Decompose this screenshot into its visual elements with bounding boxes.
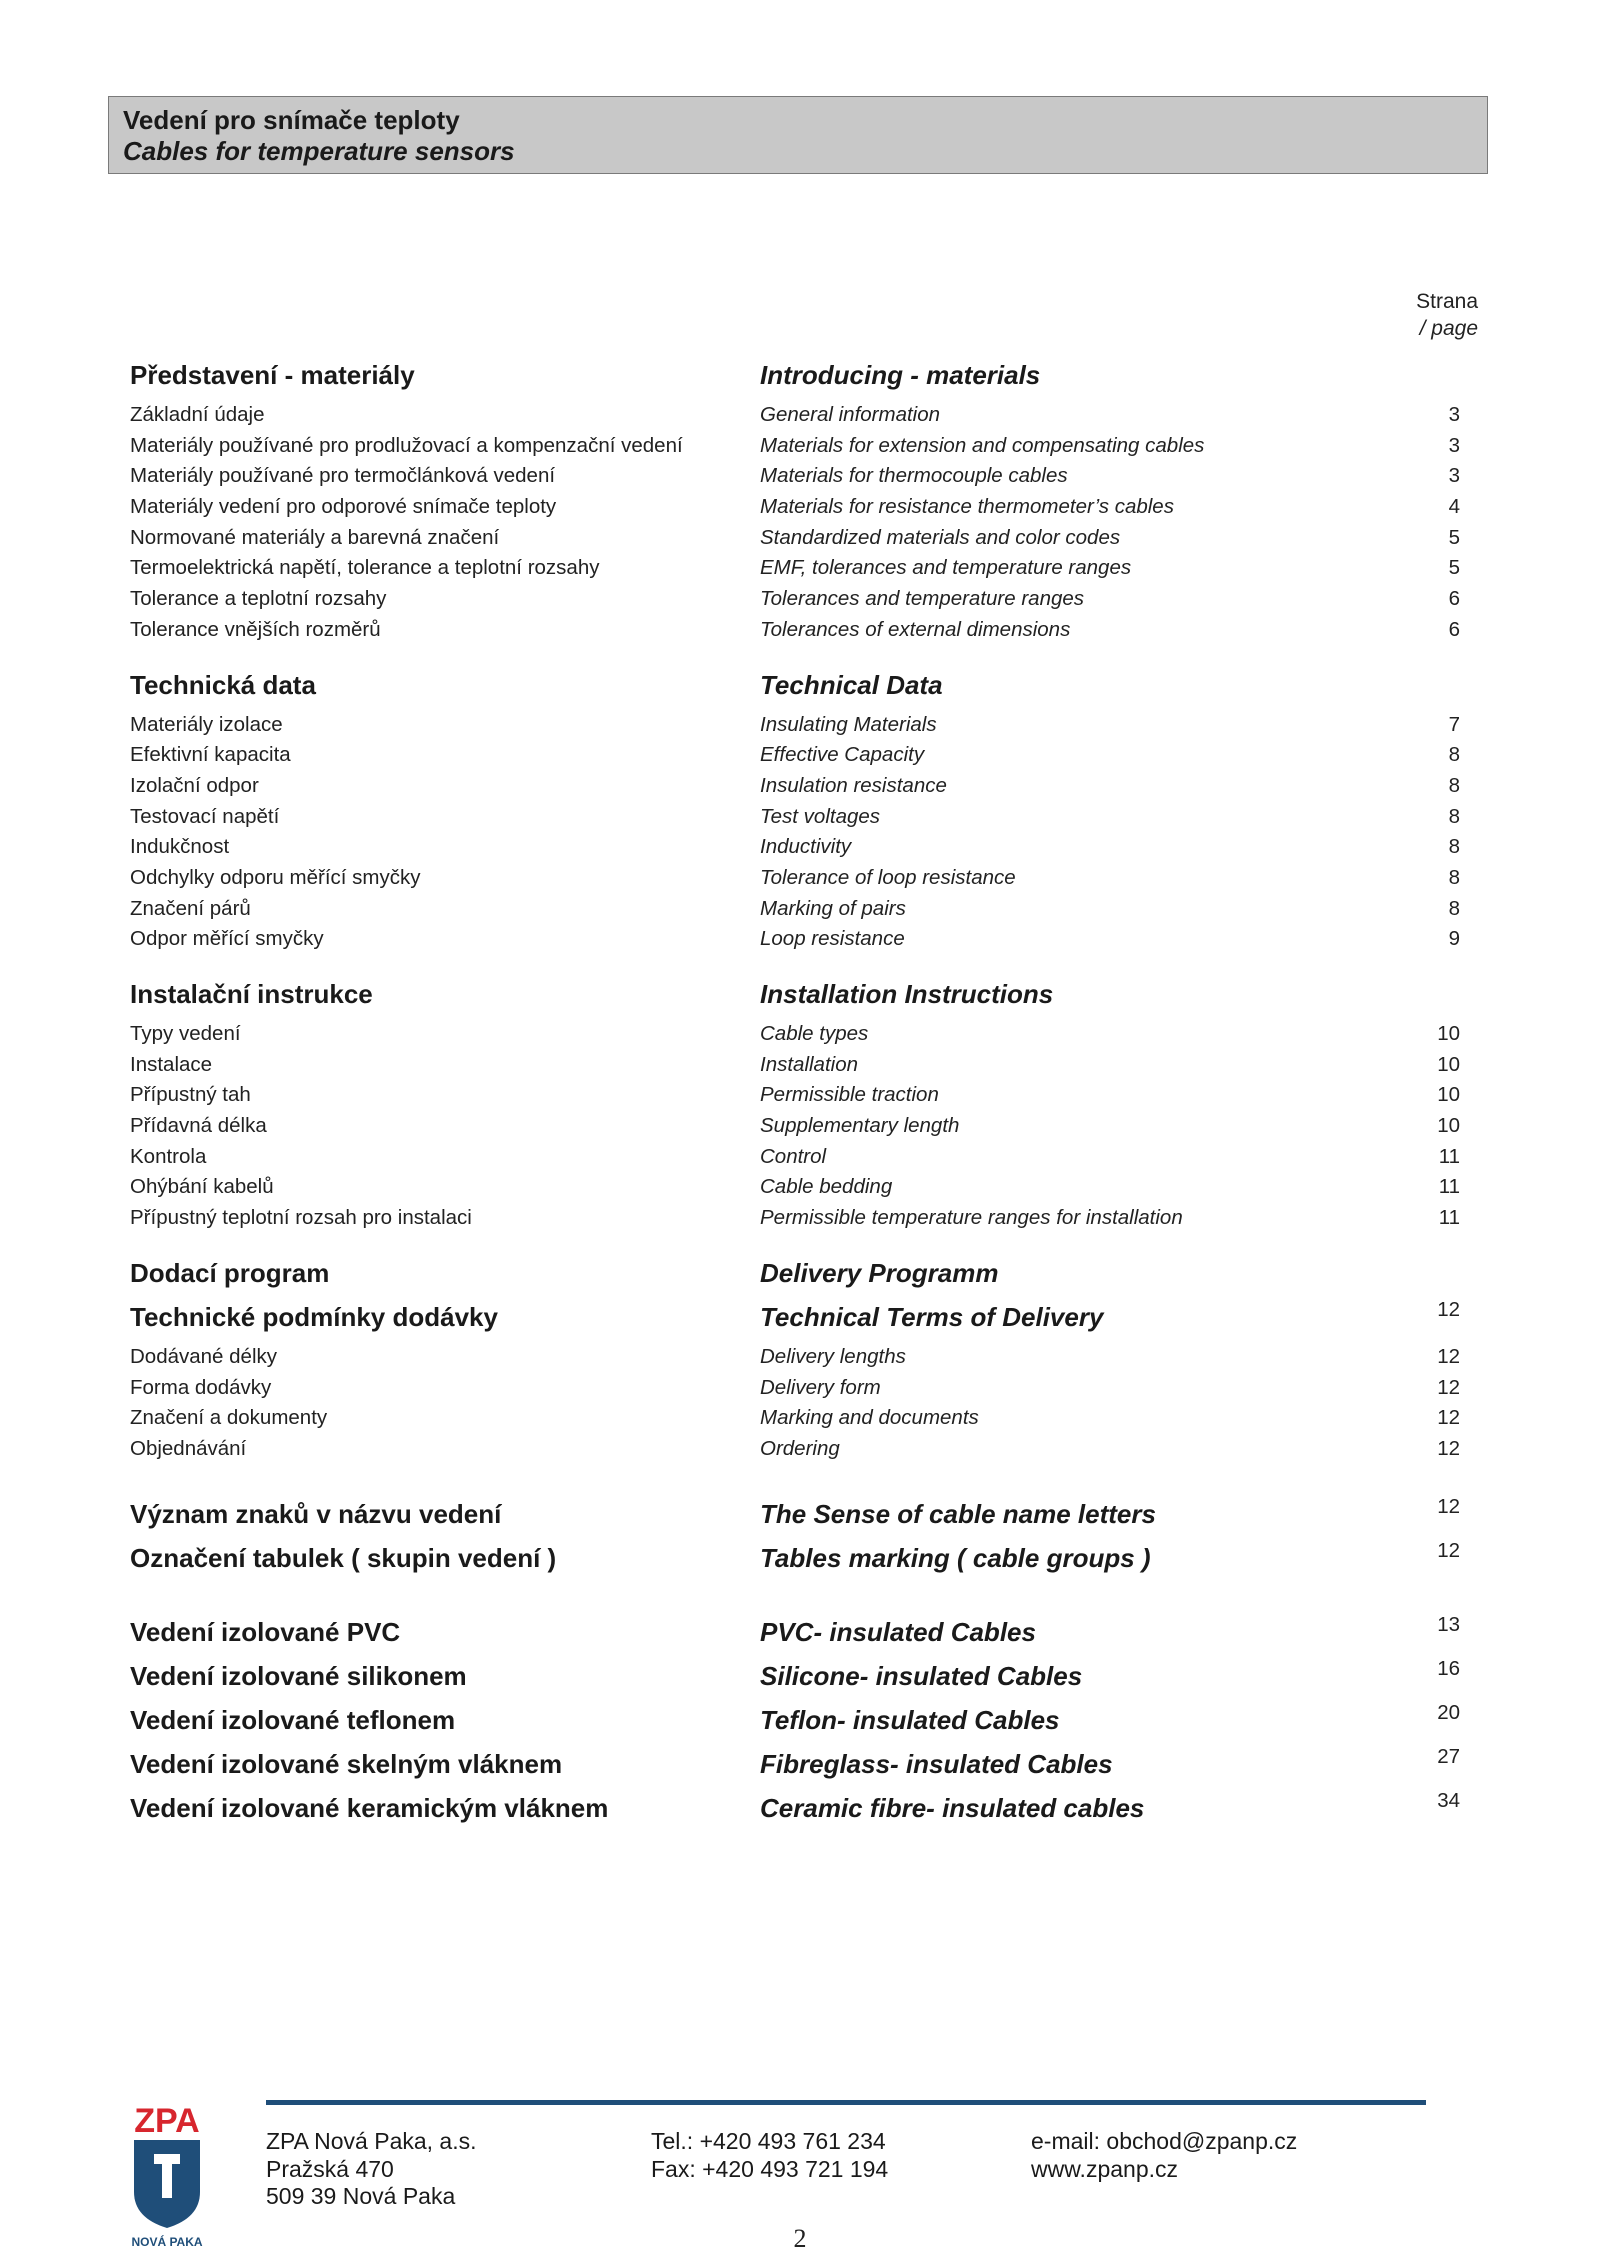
table-of-contents	[130, 356, 1460, 1833]
toc-section-heading	[130, 1701, 1460, 1745]
toc-title-en: Teflon- insulated Cables	[760, 1704, 1060, 1735]
toc-title-en: Delivery form	[760, 1375, 881, 1399]
toc-entry	[130, 863, 1460, 894]
toc-page-number: 10	[1437, 1022, 1460, 1045]
toc-page-number: 7	[1448, 712, 1460, 736]
toc-title-cz: Základní údaje	[130, 403, 265, 426]
toc-title-cz: Termoelektrická napětí, tolerance a teplotní rozsahy	[130, 556, 600, 580]
toc-title-en: Effective Capacity	[760, 743, 925, 767]
toc-page-number: 12	[1437, 1344, 1460, 1368]
toc-title-cz: Materiály izolace	[130, 712, 283, 736]
toc-page-number: 10	[1437, 1114, 1460, 1138]
toc-entry	[130, 523, 1460, 554]
toc-entry	[130, 461, 1460, 492]
footer-city: 509 39 Nová Paka	[266, 2183, 456, 2209]
toc-spacer	[130, 1234, 1460, 1254]
toc-page-number: 10	[1437, 1052, 1460, 1076]
toc-page-number: 12	[1437, 1375, 1460, 1399]
toc-entry	[130, 615, 1460, 646]
toc-section-heading	[130, 1789, 1460, 1833]
toc-title-en: Ordering	[760, 1436, 840, 1460]
toc-title-en: Materials for extension and compensating cables	[760, 433, 1205, 457]
toc-title-en: Installation	[760, 1052, 859, 1076]
toc-title-en: Fibreglass- insulated Cables	[760, 1748, 1113, 1779]
toc-title-en: Technical Terms of Delivery	[760, 1301, 1104, 1332]
toc-entry	[130, 431, 1460, 462]
toc-page-number: 5	[1448, 556, 1460, 580]
toc-title-en: Materials for resistance thermometer’s cables	[760, 495, 1174, 519]
toc-title-en: The Sense of cable name letters	[760, 1498, 1156, 1529]
toc-title-en: Cable types	[760, 1022, 869, 1045]
footer-contact	[1031, 2128, 1297, 2183]
toc-title-cz: Technická data	[130, 669, 316, 700]
toc-title-en: Tables marking ( cable groups )	[760, 1542, 1151, 1573]
toc-title-cz: Forma dodávky	[130, 1375, 272, 1399]
toc-title-en: Ceramic fibre- insulated cables	[760, 1792, 1145, 1823]
toc-page-number: 8	[1448, 835, 1460, 859]
toc-title-cz: Odpor měřící smyčky	[130, 927, 324, 951]
toc-title-en: Permissible temperature ranges for installation	[760, 1206, 1183, 1230]
toc-title-cz: Dodávané délky	[130, 1344, 278, 1368]
toc-section-heading	[130, 356, 1460, 400]
toc-page-number: 20	[1437, 1700, 1460, 1724]
toc-page-number: 12	[1437, 1297, 1460, 1321]
toc-entry	[130, 400, 1460, 431]
toc-section-heading	[130, 1254, 1460, 1298]
toc-title-cz: Přípustný teplotní rozsah pro instalaci	[130, 1206, 472, 1230]
toc-page-number: 3	[1448, 403, 1460, 426]
toc-entry	[130, 802, 1460, 833]
toc-title-cz: Představení - materiály	[130, 360, 415, 390]
footer-tel: Tel.: +420 493 761 234	[651, 2128, 886, 2154]
document-header	[108, 96, 1488, 174]
toc-title-cz: Vedení izolované skelným vláknem	[130, 1748, 563, 1779]
toc-title-en: PVC- insulated Cables	[760, 1616, 1036, 1647]
toc-title-cz: Instalace	[130, 1052, 213, 1076]
toc-page-number: 27	[1437, 1744, 1460, 1768]
toc-entry	[130, 492, 1460, 523]
toc-title-cz: Izolační odpor	[130, 773, 259, 797]
toc-title-en: EMF, tolerances and temperature ranges	[760, 556, 1132, 580]
toc-spacer	[130, 1465, 1460, 1495]
toc-spacer	[130, 646, 1460, 666]
toc-title-cz: Materiály používané pro termočlánková vedení	[130, 464, 556, 488]
toc-title-en: Test voltages	[760, 804, 881, 828]
toc-page-number: 11	[1438, 1175, 1460, 1199]
toc-title-cz: Vedení izolované teflonem	[130, 1704, 456, 1735]
toc-title-en: Marking of pairs	[760, 896, 906, 920]
footer-fax: Fax: +420 493 721 194	[651, 2155, 889, 2182]
toc-title-cz: Technické podmínky dodávky	[130, 1301, 498, 1332]
toc-page-number: 12	[1437, 1406, 1460, 1430]
toc-title-en: Delivery lengths	[760, 1344, 906, 1368]
footer-web[interactable]: www.zpanp.cz	[1031, 2155, 1179, 2182]
toc-page-number: 3	[1448, 433, 1460, 457]
logo-text-bottom: NOVÁ PAKA	[131, 2235, 203, 2249]
toc-title-cz: Tolerance vnějších rozměrů	[130, 617, 381, 641]
toc-page-number: 8	[1448, 896, 1460, 920]
toc-title-cz: Značení a dokumenty	[130, 1406, 328, 1430]
toc-title-cz: Odchylky odporu měřící smyčky	[130, 865, 421, 889]
toc-entry	[130, 1080, 1460, 1111]
header-title-en: Cables for temperature sensors	[123, 136, 515, 166]
logo-text-top: ZPA	[134, 2102, 200, 2140]
page-number: 2	[793, 2224, 807, 2253]
toc-title-en: Standardized materials and color codes	[760, 525, 1121, 549]
toc-entry	[130, 1373, 1460, 1404]
toc-title-cz: Přídavná délka	[130, 1114, 267, 1138]
toc-title-cz: Význam znaků v názvu vedení	[130, 1498, 502, 1529]
toc-page-number: 11	[1438, 1206, 1460, 1230]
page-label-cz: Strana	[1416, 290, 1478, 313]
page-label-en: / page	[1419, 317, 1478, 340]
toc-title-en: Technical Data	[760, 669, 943, 700]
toc-entry	[130, 1203, 1460, 1234]
toc-page-number: 8	[1448, 743, 1460, 767]
toc-page-number: 12	[1437, 1436, 1460, 1460]
toc-title-en: Tolerances of external dimensions	[760, 617, 1071, 641]
toc-title-en: Introducing - materials	[760, 360, 1041, 390]
toc-title-en: Marking and documents	[760, 1406, 979, 1430]
toc-page-number: 16	[1437, 1656, 1460, 1680]
toc-page-number: 8	[1448, 773, 1460, 797]
footer-divider	[266, 2100, 1426, 2105]
toc-title-en: Tolerance of loop resistance	[760, 865, 1016, 889]
toc-title-cz: Efektivní kapacita	[130, 743, 291, 767]
footer-address	[266, 2128, 477, 2211]
toc-title-cz: Indukčnost	[130, 835, 230, 859]
toc-title-en: Tolerances and temperature ranges	[760, 587, 1085, 611]
toc-title-en: Silicone- insulated Cables	[760, 1660, 1083, 1691]
toc-entry	[130, 832, 1460, 863]
toc-title-cz: Označení tabulek ( skupin vedení )	[130, 1542, 557, 1573]
toc-page-number: 10	[1437, 1083, 1460, 1107]
toc-page-number: 11	[1438, 1144, 1460, 1168]
toc-title-cz: Dodací program	[130, 1257, 330, 1288]
footer-phone	[651, 2128, 888, 2183]
toc-page-number: 34	[1437, 1788, 1460, 1812]
toc-title-cz: Značení párů	[130, 896, 251, 920]
toc-page-number: 5	[1448, 525, 1460, 549]
toc-section-heading	[130, 1657, 1460, 1701]
toc-entry	[130, 740, 1460, 771]
toc-page-number: 8	[1448, 804, 1460, 828]
page-column-label	[1416, 288, 1478, 342]
toc-title-cz: Vedení izolované PVC	[130, 1616, 401, 1647]
toc-entry	[130, 924, 1460, 955]
toc-title-cz: Přípustný tah	[130, 1083, 251, 1107]
toc-title-cz: Ohýbání kabelů	[130, 1175, 274, 1199]
toc-title-en: Materials for thermocouple cables	[760, 464, 1068, 488]
toc-title-en: Cable bedding	[760, 1175, 893, 1199]
toc-entry	[130, 1142, 1460, 1173]
toc-page-number: 4	[1448, 495, 1460, 519]
header-title-cz: Vedení pro snímače teploty	[123, 105, 460, 135]
toc-title-cz: Vedení izolované keramickým vláknem	[130, 1792, 609, 1823]
toc-section-heading	[130, 1745, 1460, 1789]
toc-section-heading	[130, 1613, 1460, 1657]
toc-title-en: Supplementary length	[760, 1114, 960, 1138]
toc-entry	[130, 1403, 1460, 1434]
toc-entry	[130, 584, 1460, 615]
footer-street: Pražská 470	[266, 2155, 394, 2182]
toc-entry	[130, 771, 1460, 802]
toc-section-heading	[130, 1298, 1460, 1342]
footer-email[interactable]: e-mail: obchod@zpanp.cz	[1031, 2128, 1298, 2154]
toc-entry	[130, 894, 1460, 925]
toc-title-en: Loop resistance	[760, 927, 905, 951]
toc-title-cz: Instalační instrukce	[130, 979, 373, 1009]
toc-title-cz: Objednávání	[130, 1436, 247, 1460]
toc-spacer	[130, 955, 1460, 975]
toc-section-heading	[130, 975, 1460, 1019]
toc-entry	[130, 1111, 1460, 1142]
toc-title-en: General information	[760, 403, 941, 426]
toc-entry	[130, 1172, 1460, 1203]
toc-page-number: 12	[1437, 1494, 1460, 1518]
toc-title-en: Insulating Materials	[760, 712, 937, 736]
toc-entry	[130, 553, 1460, 584]
toc-title-cz: Typy vedení	[130, 1022, 241, 1045]
toc-title-en: Control	[760, 1144, 827, 1168]
toc-entry	[130, 710, 1460, 741]
toc-page-number: 9	[1448, 927, 1460, 951]
toc-page-number: 8	[1448, 865, 1460, 889]
toc-section-heading	[130, 1539, 1460, 1583]
footer-company: ZPA Nová Paka, a.s.	[266, 2128, 477, 2154]
toc-title-cz: Materiály vedení pro odporové snímače teploty	[130, 495, 557, 519]
toc-spacer	[130, 1583, 1460, 1613]
toc-title-cz: Materiály používané pro prodlužovací a kompenzační vedení	[130, 433, 683, 457]
toc-page-number: 13	[1437, 1612, 1460, 1636]
toc-title-cz: Kontrola	[130, 1144, 207, 1168]
toc-title-en: Permissible traction	[760, 1083, 939, 1107]
toc-page-number: 3	[1448, 464, 1460, 488]
toc-section-heading	[130, 666, 1460, 710]
toc-title-cz: Tolerance a teplotní rozsahy	[130, 587, 387, 611]
toc-section-heading	[130, 1495, 1460, 1539]
toc-page-number: 6	[1448, 617, 1460, 641]
toc-title-en: Insulation resistance	[760, 773, 947, 797]
toc-title-en: Delivery Programm	[760, 1257, 999, 1288]
toc-entry	[130, 1019, 1460, 1050]
toc-title-cz: Normované materiály a barevná značení	[130, 525, 500, 549]
toc-entry	[130, 1342, 1460, 1373]
toc-entry	[130, 1050, 1460, 1081]
toc-title-cz: Vedení izolované silikonem	[130, 1660, 467, 1691]
toc-entry	[130, 1434, 1460, 1465]
toc-page-number: 6	[1448, 587, 1460, 611]
toc-title-en: Inductivity	[760, 835, 852, 859]
toc-title-en: Installation Instructions	[760, 979, 1054, 1009]
toc-page-number: 12	[1437, 1538, 1460, 1562]
toc-title-cz: Testovací napětí	[130, 804, 280, 828]
